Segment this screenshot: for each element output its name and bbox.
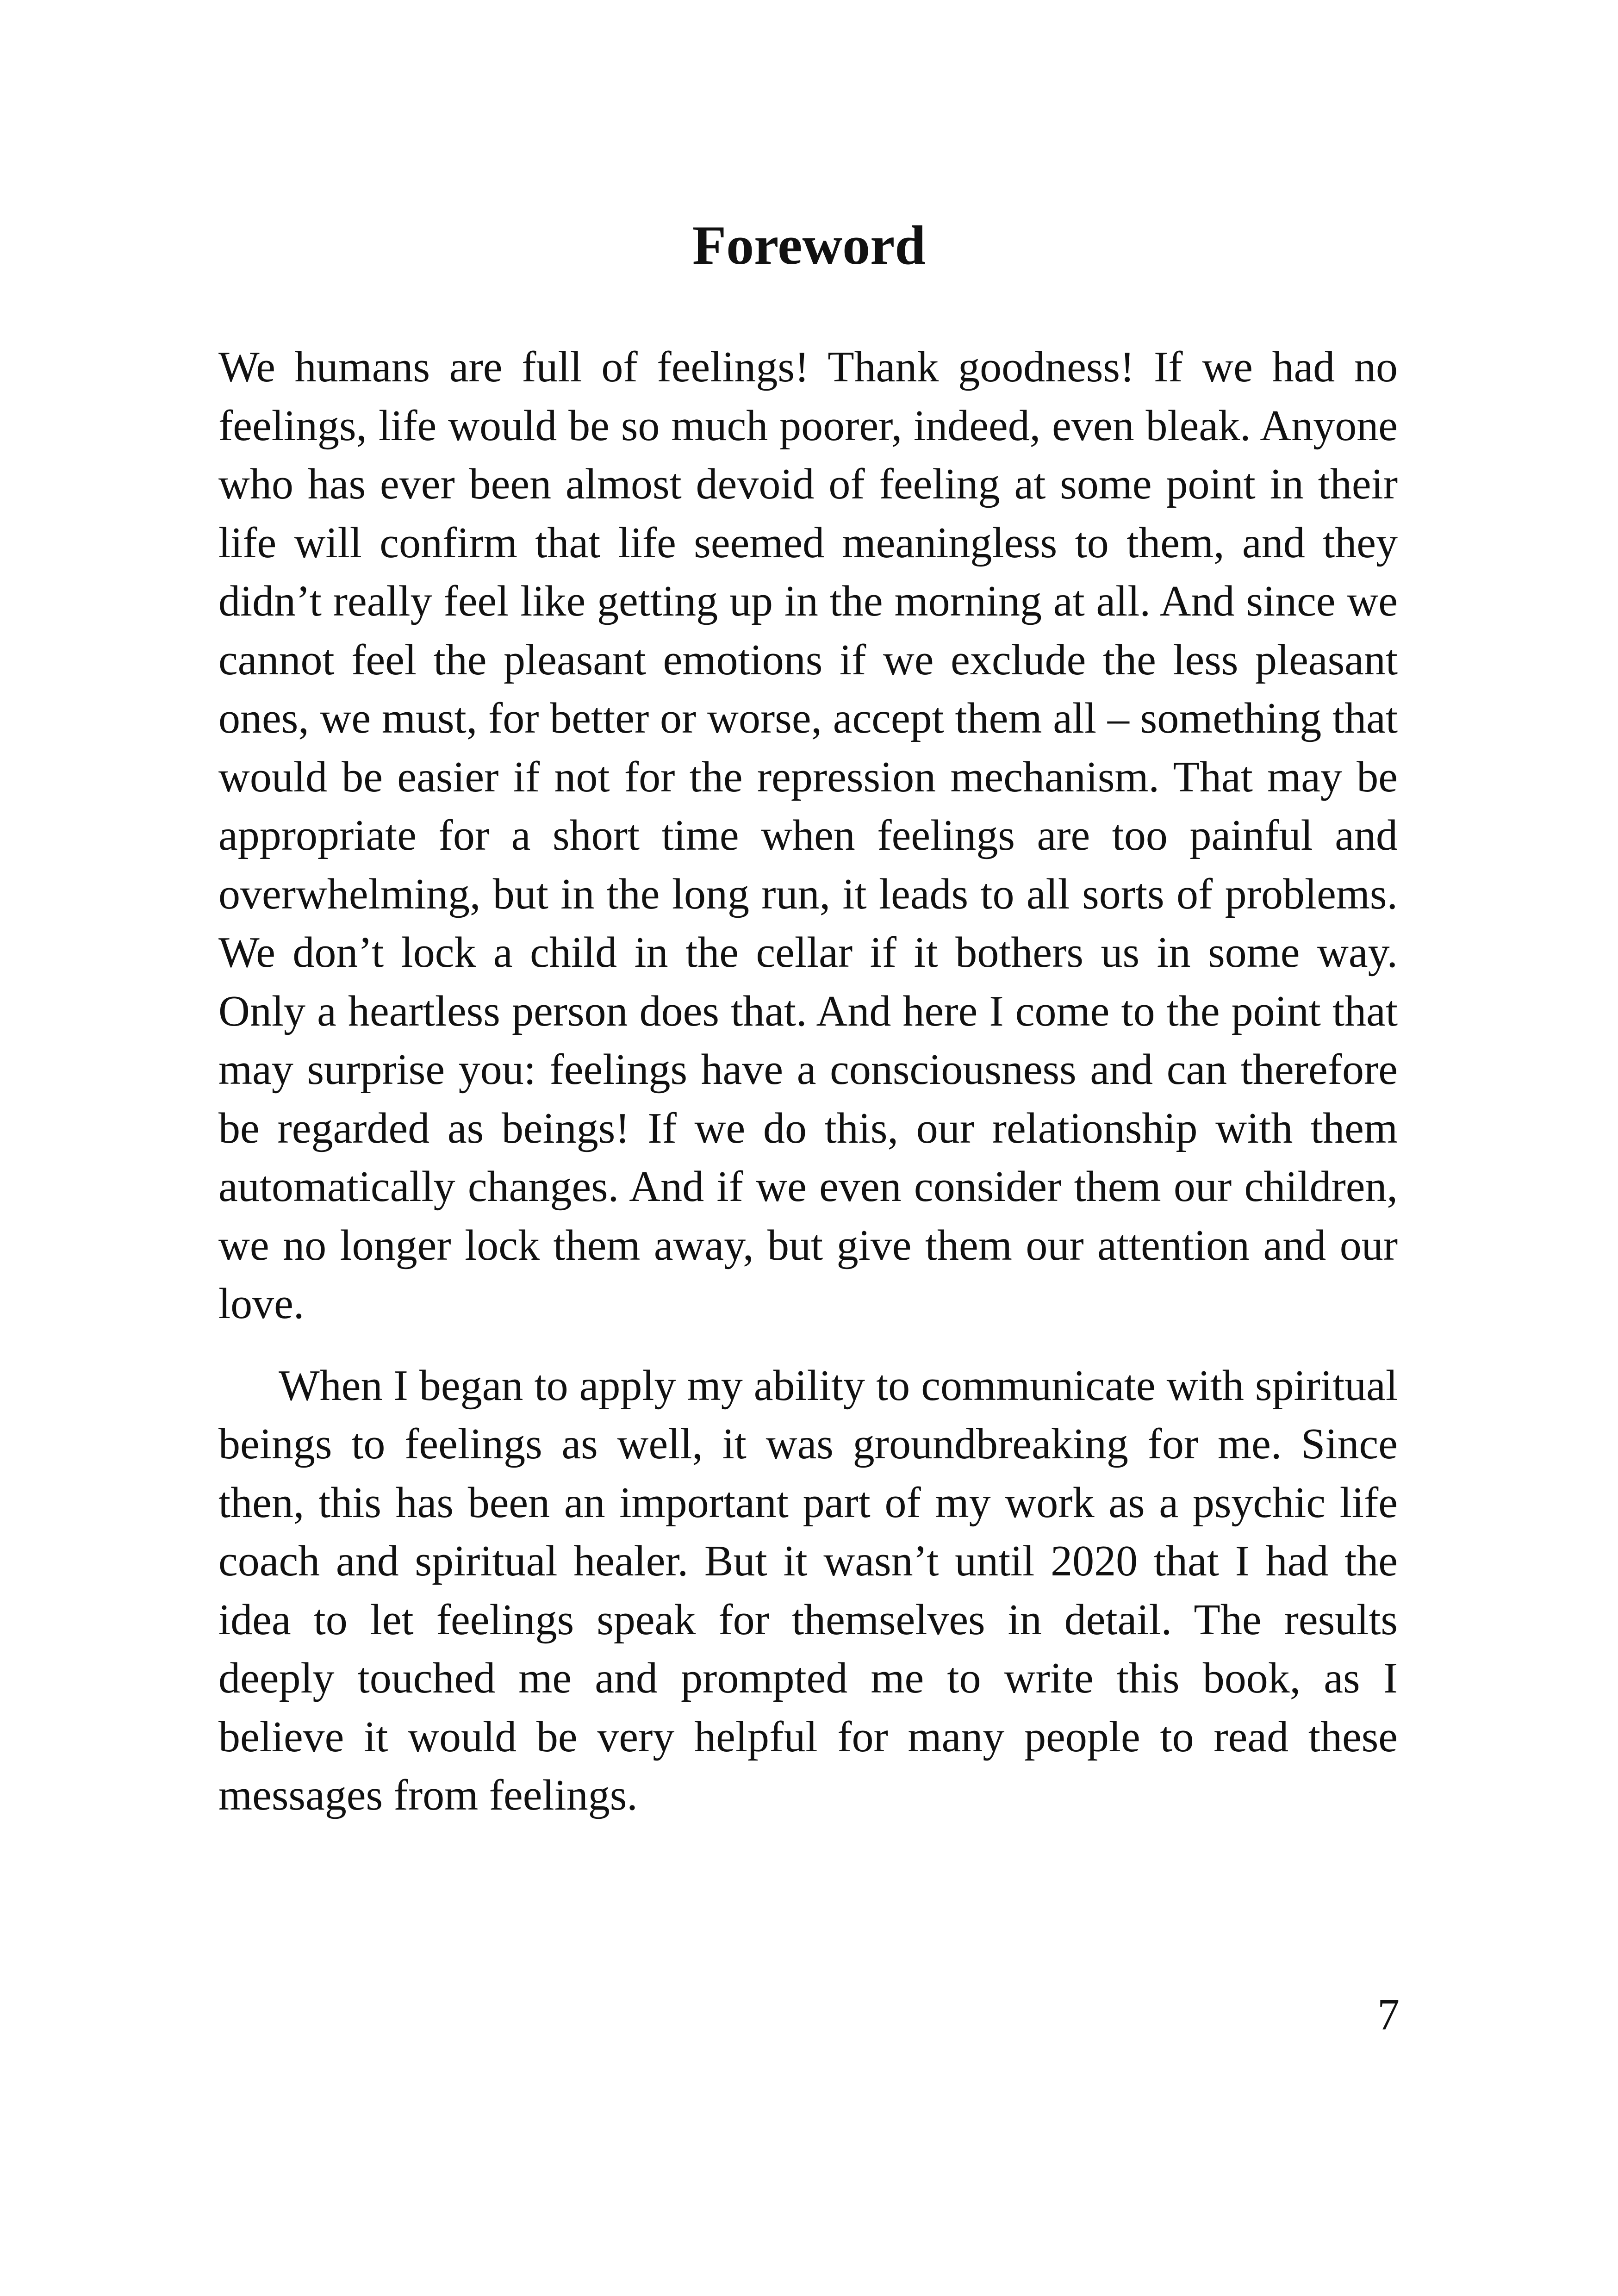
page-title: Foreword	[692, 214, 926, 276]
paragraph: We humans are full of feelings! Thank goodness! If we had no feelings, life would be so much poorer, indeed, even bleak. Anyone who has ever been almost devoid of feeling at some point in their life will confirm that life seemed meaningless to them, and they didn’t really feel like getting up in the morning at all. And since we cannot feel the pleasant emotions if we exclude the less pleasant ones, we must, for better or worse, accept them all – something that would be easier if not for the repression mechanism. That may be appropriate for a short time when feelings are too painful and overwhelming, but in the long run, it leads to all sorts of problems. We don’t lock a child in the cellar if it bothers us in some way. Only a heartless person does that. And here I come to the point that may surprise you: feelings have a consciousness and can therefore be regarded as beings! If we do this, our relationship with them automatically changes. And if we even consider them our children, we no longer lock them away, but give them our attention and our love.	[218, 343, 1398, 1328]
page-number: 7	[1377, 1990, 1400, 2039]
body-text	[218, 338, 1398, 1825]
paragraph: When I began to apply my ability to communicate with spiritual beings to feelings as well, it was groundbreaking for me. Since then, this has been an important part of my work as a psychic life coach and spiritual healer. But it wasn’t until 2020 that I had the idea to let feelings speak for themselves in detail. The results deeply touched me and prompted me to write this book, as I believe it would be very helpful for many people to read these messages from feelings.	[218, 1361, 1398, 1819]
